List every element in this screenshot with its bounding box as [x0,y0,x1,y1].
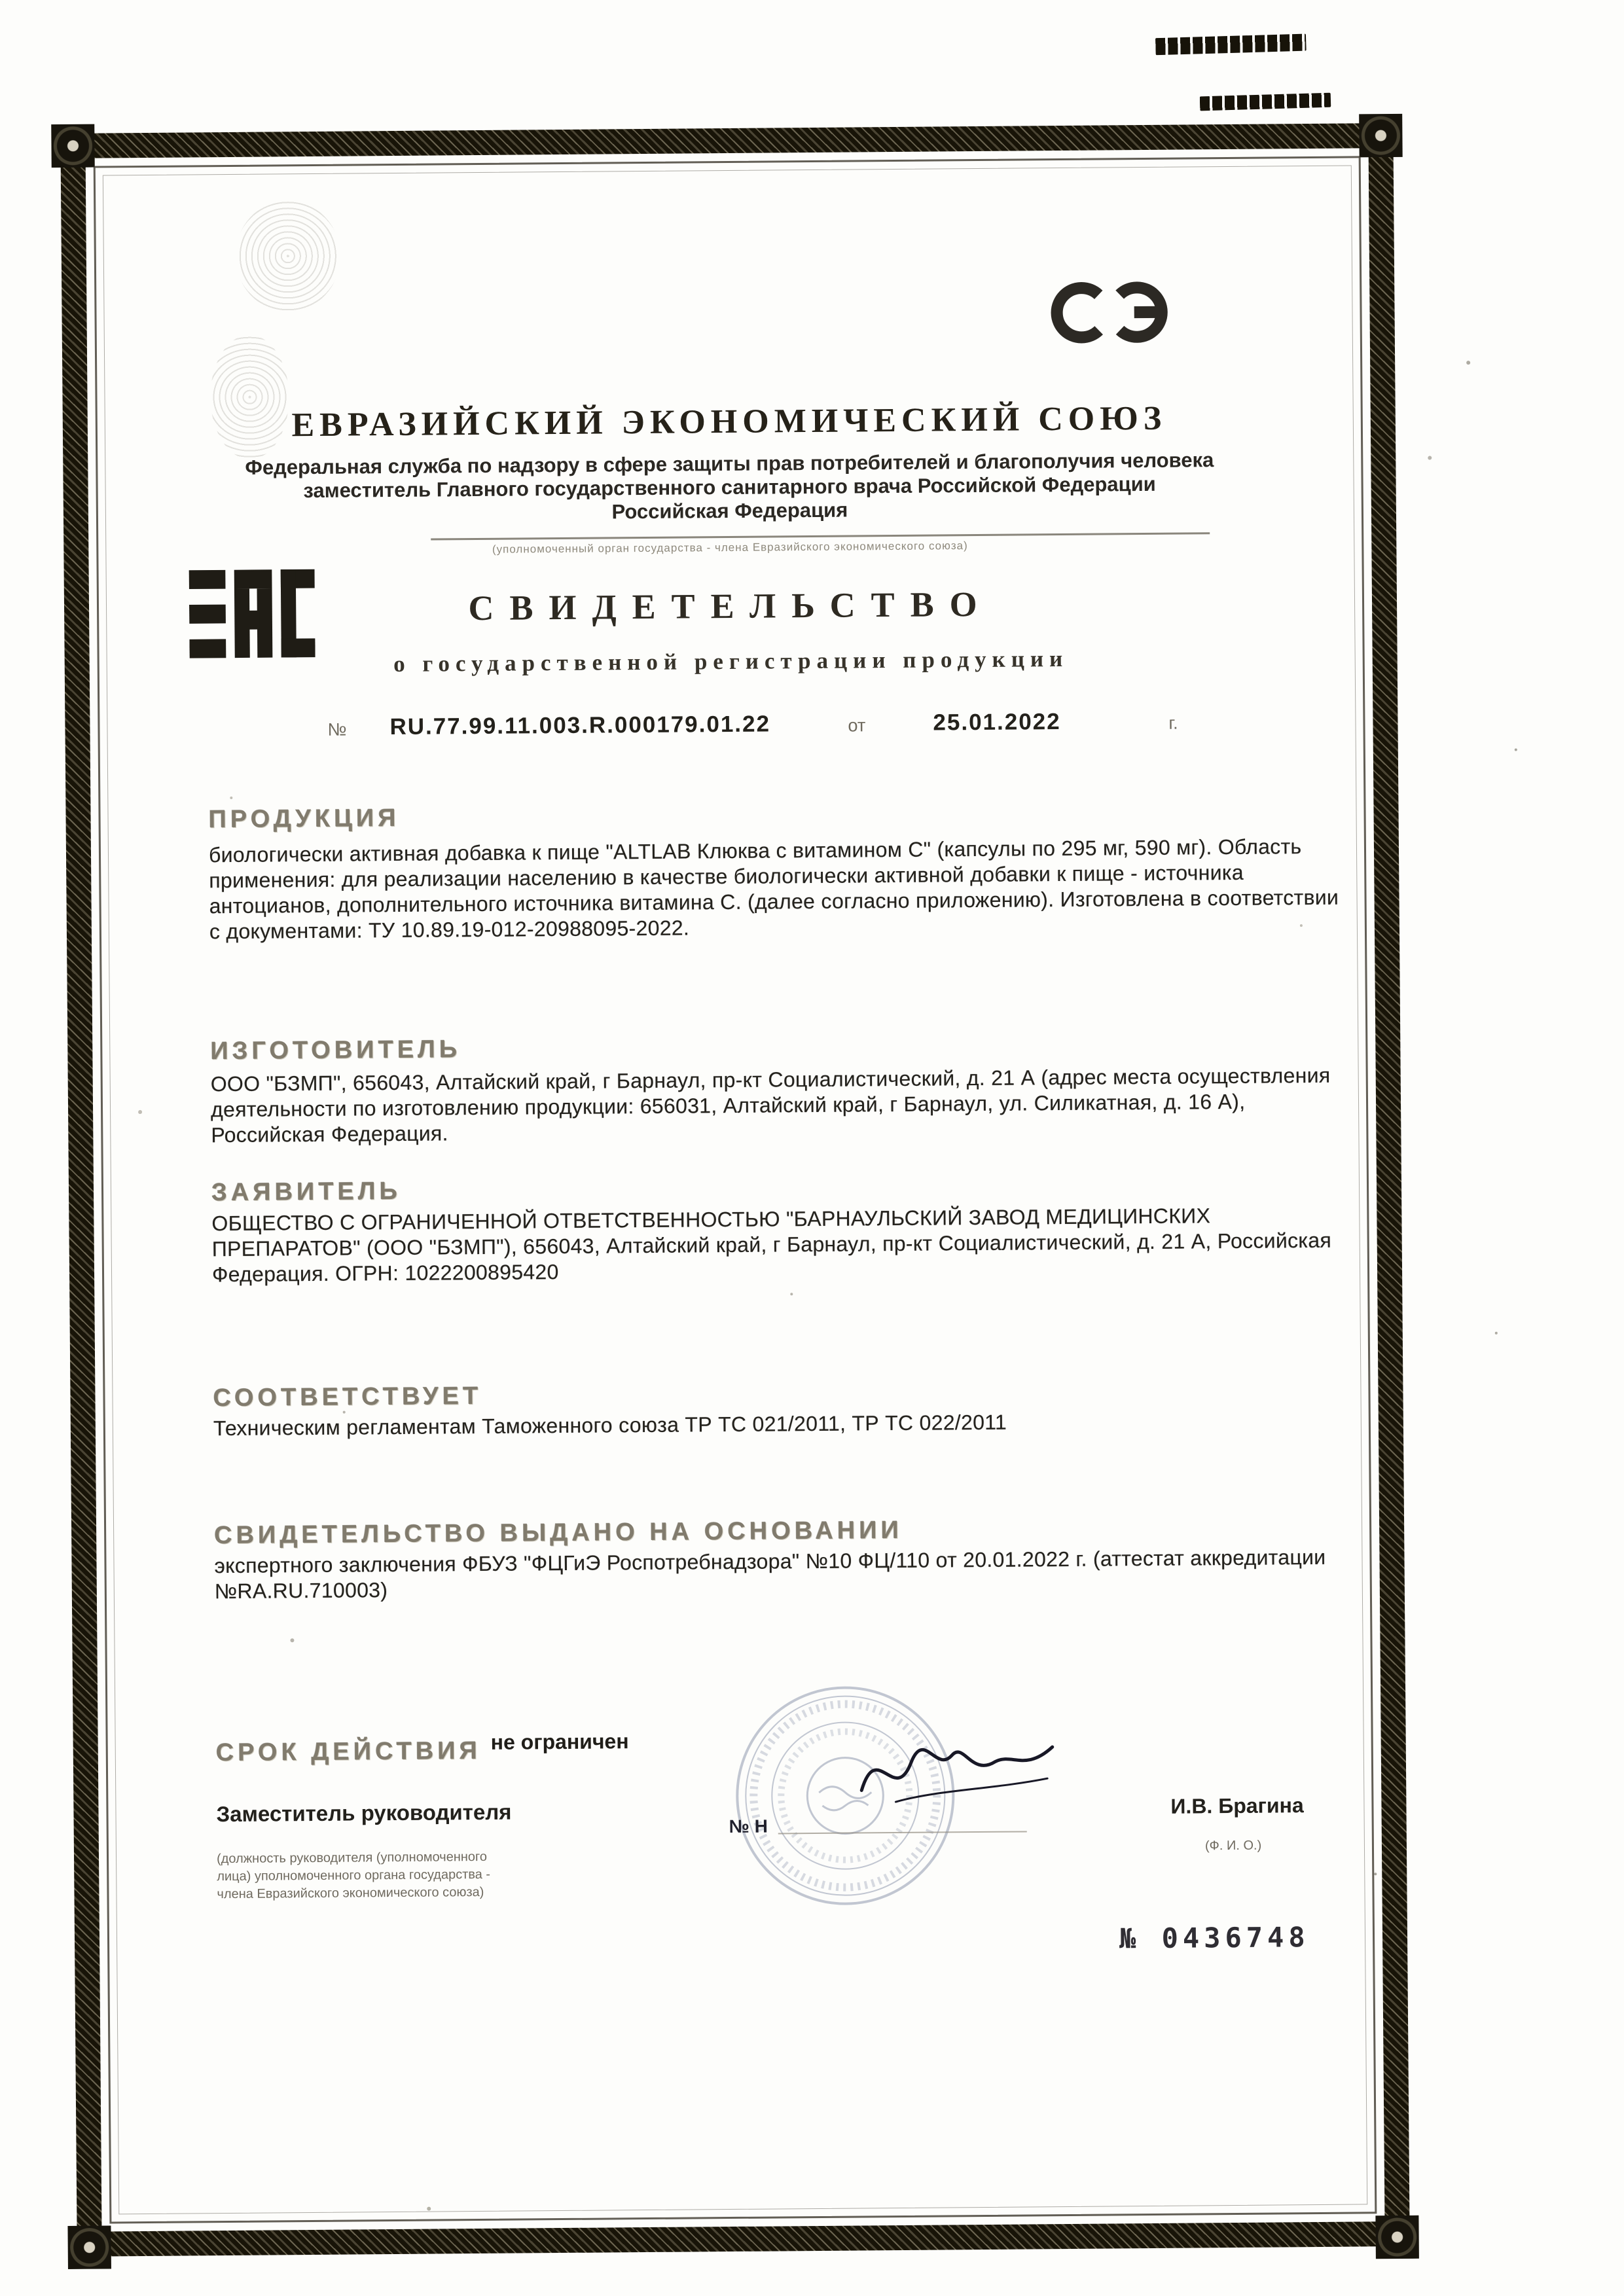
stamp-number-fragment: № Н [729,1816,768,1837]
registration-number: RU.77.99.11.003.R.000179.01.22 [389,711,771,740]
section-heading-compliance: СООТВЕТСТВУЕТ [213,1382,482,1412]
agency-line-3: Российская Федерация [611,498,848,524]
section-heading-validity: СРОК ДЕЙСТВИЯ [215,1737,482,1767]
section-heading-basis: СВИДЕТЕЛЬСТВО ВЫДАНО НА ОСНОВАНИИ [214,1516,903,1550]
position-footnote: (должность руководителя (уполномоченного лица) уполномоченного органа государства - члена Евразийского экономического союза) [216,1849,491,1902]
border-corner-ornament [67,2225,111,2269]
blank-serial-number: № 0436748 [1119,1921,1310,1955]
section-text-compliance: Техническим регламентам Таможенного союза ТР ТС 021/2011, ТР ТС 022/2011 [213,1410,1007,1441]
border-frame-bottom [77,2221,1410,2257]
section-text-basis: экспертного заключения ФБУЗ "ФЦГиЭ Роспотребнадзора" №10 ФЦ/110 от 20.01.2022 г. (аттестат аккредитации №RA.RU.710003) [214,1545,1326,1604]
se-emblem-icon [1046,280,1175,349]
document-title: СВИДЕТЕЛЬСТВО [468,584,993,628]
union-title: ЕВРАЗИЙСКИЙ ЭКОНОМИЧЕСКИЙ СОЮЗ [291,399,1167,444]
scan-artifact-bar [1155,34,1307,56]
registration-year-label: г. [1168,713,1178,733]
section-text-manufacturer: ООО "БЗМП", 656043, Алтайский край, г Барнаул, пр-кт Социалистический, д. 21 А (адрес места осуществления деятельности по изготовлению продукции: 656031, Алтайский край, г Барнаул, ул. Силикатная, д. 16 А), Российская Федерация. [210,1063,1331,1147]
section-heading-manufacturer: ИЗГОТОВИТЕЛЬ [210,1035,461,1066]
authority-note: (уполномоченный орган государства - члена Евразийского экономического союза) [492,539,968,556]
name-footnote: (Ф. И. О.) [1204,1838,1262,1854]
border-corner-ornament [1359,114,1403,158]
border-frame-top [60,123,1393,158]
section-heading-product: ПРОДУКЦИЯ [208,804,400,834]
agency-line-2: заместитель Главного государственного санитарного врача Российской Федерации [303,472,1156,503]
handwritten-signature [856,1723,1066,1827]
signatory-position: Заместитель руководителя [216,1799,512,1827]
section-text-product: биологически активная добавка к пище "ALTLAB Клюква с витамином С" (капсулы по 295 мг, 590 мг). Область применения: для реализации населению в качестве биологически активной добавки к пище - источника антоцианов, дополнительного источника витамина С. (далее согласно приложению). Изготовлена в соответствии с документами: ТУ 10.89.19-012-20988095-2022. [208,834,1339,944]
agency-line-1: Федеральная служба по надзору в сфере защиты прав потребителей и благополучия человека [245,448,1214,479]
scan-artifact-bar [1200,93,1331,111]
signatory-name: И.В. Брагина [1170,1793,1304,1818]
validity-value: не ограничен [490,1729,629,1754]
section-text-applicant: ОБЩЕСТВО С ОГРАНИЧЕННОЙ ОТВЕТСТВЕННОСТЬЮ "БАРНАУЛЬСКИЙ ЗАВОД МЕДИЦИНСКИХ ПРЕПАРАТОВ" (ООО "БЗМП"), 656043, Алтайский край, г Барнаул, пр-кт Социалистический, д. 21 А, Российская Федерация. ОГРН: 1022200895420 [211,1204,1332,1287]
registration-date: 25.01.2022 [933,708,1061,736]
border-corner-ornament [51,124,95,168]
registration-from-label: от [848,715,866,736]
registration-number-label: № [327,719,347,740]
document-subtitle: о государственной регистрации продукции [393,645,1069,677]
border-corner-ornament [1375,2215,1419,2259]
section-heading-applicant: ЗАЯВИТЕЛЬ [211,1177,402,1207]
